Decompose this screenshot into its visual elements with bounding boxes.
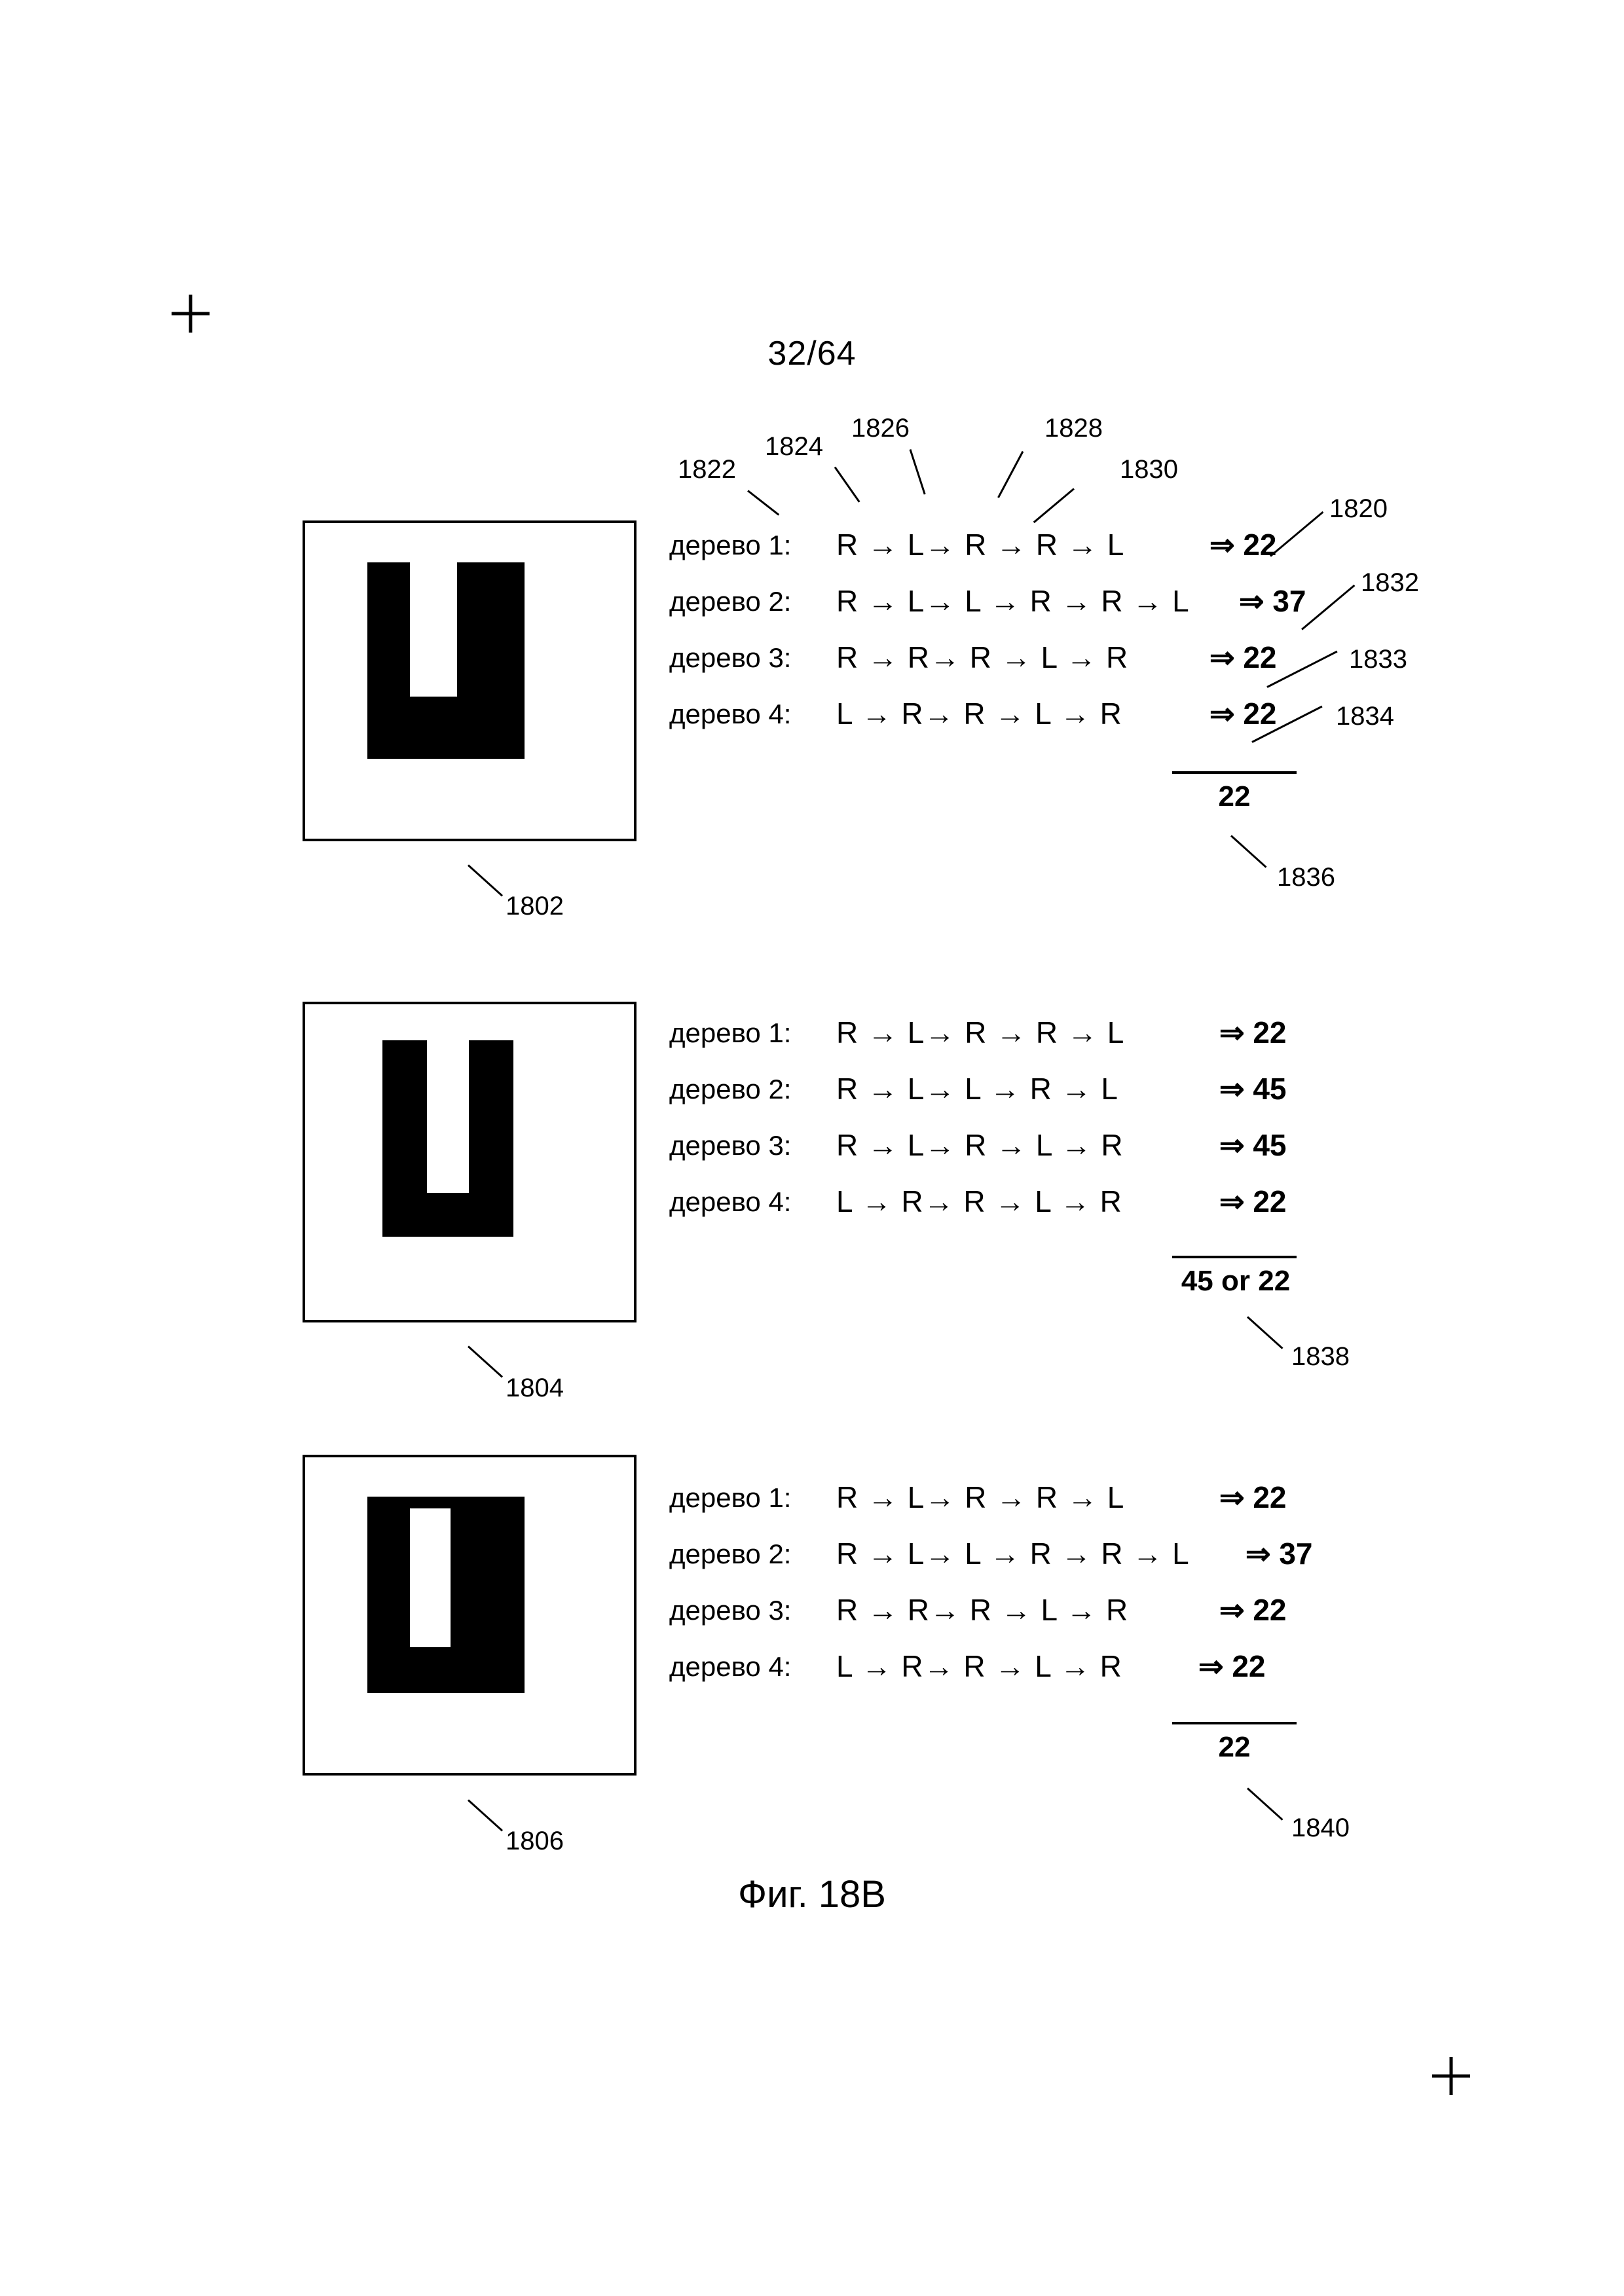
image-box-1806 xyxy=(303,1455,637,1776)
row-value: 22 xyxy=(1232,1649,1266,1683)
page-number: 32/64 xyxy=(767,335,857,373)
leader-line-1830 xyxy=(1033,488,1075,523)
row-result xyxy=(1219,1480,1287,1515)
total-rule-panel-2 xyxy=(1172,1256,1297,1258)
row-value: 22 xyxy=(1253,1480,1287,1514)
row-sequence: L → R→ R → L → R xyxy=(836,1184,1122,1218)
row-value: 22 xyxy=(1253,1593,1287,1627)
row-result xyxy=(1219,1015,1287,1050)
image-box-1804 xyxy=(303,1002,637,1322)
ref-number-1826: 1826 xyxy=(851,414,910,443)
row-label: дерево 1: xyxy=(669,1017,792,1048)
row-value: 45 xyxy=(1253,1128,1287,1162)
ref-number-1822: 1822 xyxy=(678,455,736,484)
row-label: дерево 2: xyxy=(669,1074,792,1104)
row-arrow: ⇒ xyxy=(1219,1184,1245,1218)
leader-line-1832 xyxy=(1301,585,1355,630)
ref-number-1840: 1840 xyxy=(1291,1813,1350,1842)
figure-caption: Фиг. 18B xyxy=(738,1873,886,1916)
row-arrow: ⇒ xyxy=(1219,1480,1245,1514)
row-arrow: ⇒ xyxy=(1219,1128,1245,1162)
row-arrow: ⇒ xyxy=(1219,1593,1245,1627)
leader-line-1833 xyxy=(1266,651,1337,688)
ref-number-1830: 1830 xyxy=(1120,455,1178,484)
row-value: 37 xyxy=(1279,1537,1313,1571)
row-result xyxy=(1198,1649,1266,1684)
row-label: дерево 1: xyxy=(669,530,792,560)
total-value-panel-3: 22 xyxy=(1218,1731,1251,1763)
row-value: 22 xyxy=(1243,528,1277,562)
row-label: дерево 3: xyxy=(669,1595,792,1626)
row-sequence: R → R→ R → L → R xyxy=(836,1593,1129,1627)
ref-number-1806: 1806 xyxy=(506,1827,564,1855)
ref-number-1832: 1832 xyxy=(1361,568,1419,597)
row-sequence: R → L→ R → R → L xyxy=(836,1015,1125,1049)
leader-line-1838 xyxy=(1247,1316,1283,1349)
leader-line-1820 xyxy=(1270,511,1323,557)
row-label: дерево 1: xyxy=(669,1482,792,1513)
leader-line-1824 xyxy=(834,467,860,503)
total-value-panel-1: 22 xyxy=(1218,780,1251,812)
row-arrow: ⇒ xyxy=(1239,584,1264,618)
row-value: 22 xyxy=(1243,697,1277,731)
row-result xyxy=(1219,1071,1287,1106)
row-value: 45 xyxy=(1253,1072,1287,1106)
row-value: 37 xyxy=(1272,584,1306,618)
ref-number-1834: 1834 xyxy=(1336,702,1394,731)
ref-number-1824: 1824 xyxy=(765,432,823,461)
row-result xyxy=(1219,1127,1287,1163)
ref-number-1836: 1836 xyxy=(1277,863,1335,892)
row-result xyxy=(1246,1536,1313,1571)
leader-line-1826 xyxy=(910,449,926,494)
total-value-panel-2: 45 or 22 xyxy=(1181,1265,1291,1297)
row-value: 22 xyxy=(1253,1015,1287,1049)
row-label: дерево 2: xyxy=(669,1539,792,1569)
leader-line-1840 xyxy=(1247,1787,1283,1820)
row-label: дерево 2: xyxy=(669,586,792,617)
leader-line-1822 xyxy=(747,490,779,515)
row-arrow: ⇒ xyxy=(1219,1015,1245,1049)
row-sequence: L → R→ R → L → R xyxy=(836,1649,1122,1683)
leader-line-1836 xyxy=(1230,835,1267,867)
registration-mark-top-left xyxy=(172,295,210,333)
leader-line-1802 xyxy=(468,864,503,896)
row-result xyxy=(1209,696,1277,731)
row-result xyxy=(1209,527,1277,562)
row-result xyxy=(1239,583,1306,619)
glyph-u-base-1804 xyxy=(382,1193,513,1237)
row-arrow: ⇒ xyxy=(1246,1537,1271,1571)
row-sequence: R → L→ L → R → L xyxy=(836,1072,1118,1106)
row-sequence: L → R→ R → L → R xyxy=(836,697,1122,731)
ref-number-1802: 1802 xyxy=(506,892,564,920)
registration-mark-bottom-right xyxy=(1432,2057,1470,2095)
row-sequence: R → R→ R → L → R xyxy=(836,640,1129,674)
ref-number-1833: 1833 xyxy=(1349,645,1407,674)
row-label: дерево 3: xyxy=(669,642,792,673)
row-arrow: ⇒ xyxy=(1209,640,1235,674)
row-sequence: R → L→ L → R → R → L xyxy=(836,584,1190,618)
leader-line-1804 xyxy=(468,1345,503,1377)
row-label: дерево 4: xyxy=(669,699,792,729)
row-value: 22 xyxy=(1253,1184,1287,1218)
row-sequence: R → L→ R → L → R xyxy=(836,1128,1124,1162)
row-sequence: R → L→ L → R → R → L xyxy=(836,1537,1190,1571)
row-result xyxy=(1219,1184,1287,1219)
row-arrow: ⇒ xyxy=(1209,697,1235,731)
row-arrow: ⇒ xyxy=(1198,1649,1224,1683)
row-value: 22 xyxy=(1243,640,1277,674)
row-arrow: ⇒ xyxy=(1219,1072,1245,1106)
ref-number-1820: 1820 xyxy=(1329,494,1388,523)
image-box-1802 xyxy=(303,520,637,841)
ref-number-1804: 1804 xyxy=(506,1374,564,1402)
row-result xyxy=(1209,640,1277,675)
row-label: дерево 4: xyxy=(669,1651,792,1682)
glyph-u-notch-1806 xyxy=(410,1502,451,1647)
leader-line-1806 xyxy=(468,1799,503,1831)
total-rule-panel-3 xyxy=(1172,1722,1297,1724)
row-label: дерево 3: xyxy=(669,1130,792,1161)
leader-line-1828 xyxy=(997,451,1024,498)
ref-number-1828: 1828 xyxy=(1044,414,1103,443)
row-sequence: R → L→ R → R → L xyxy=(836,1480,1125,1514)
row-sequence: R → L→ R → R → L xyxy=(836,528,1125,562)
row-label: дерево 4: xyxy=(669,1186,792,1217)
total-rule-panel-1 xyxy=(1172,771,1297,774)
row-arrow: ⇒ xyxy=(1209,528,1235,562)
row-result xyxy=(1219,1592,1287,1628)
glyph-u-notch-1802 xyxy=(410,562,457,697)
glyph-u-notch-cap-1806 xyxy=(410,1497,451,1508)
ref-number-1838: 1838 xyxy=(1291,1342,1350,1371)
